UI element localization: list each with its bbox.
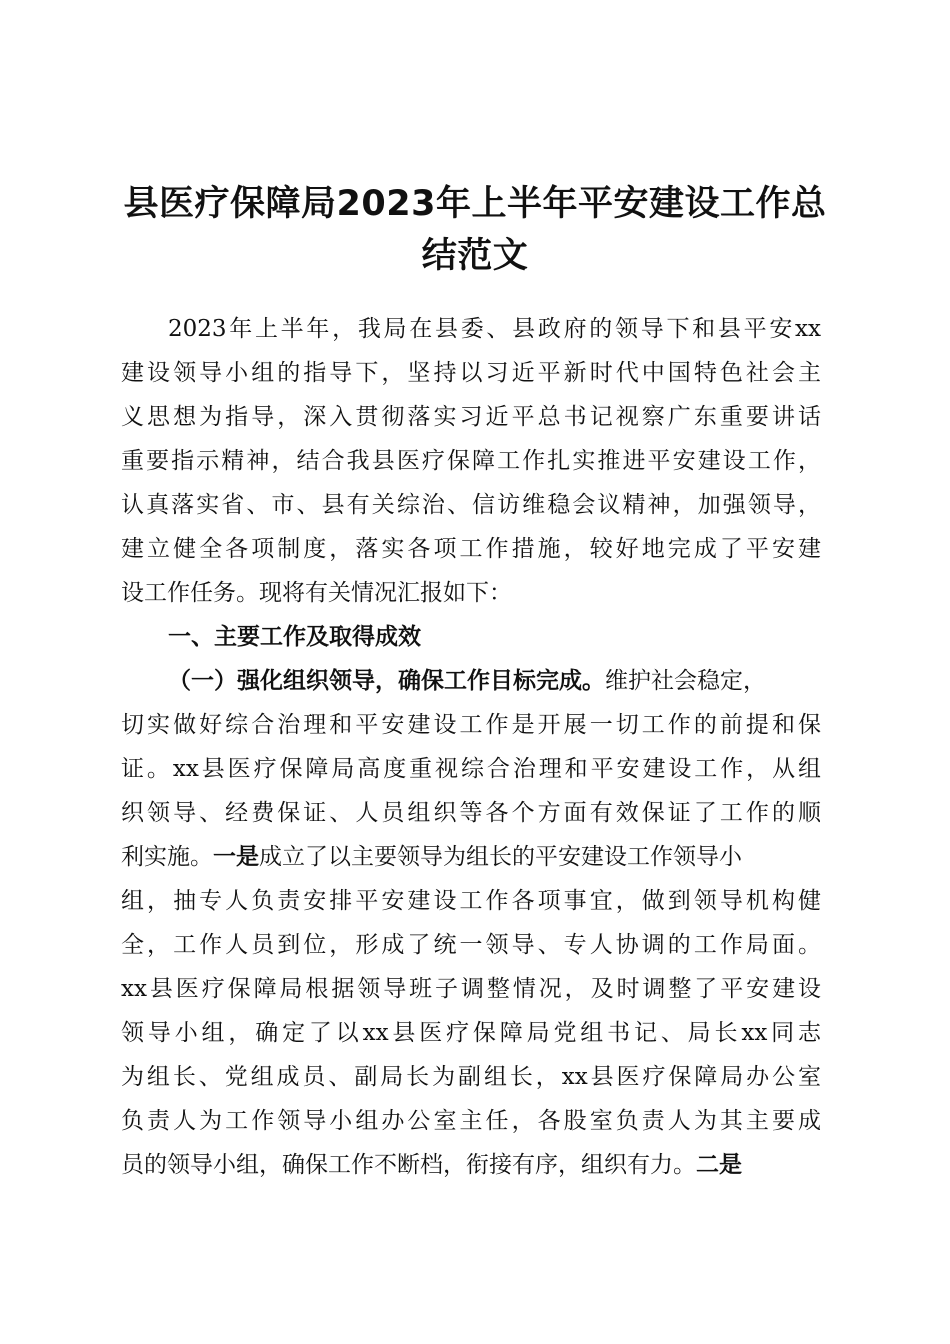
text-span: 员的领导小组，确保工作不断档，衔接有序，组织有力。 (121, 1152, 696, 1178)
paragraph-line: 设工作任务。现将有关情况汇报如下： (121, 580, 512, 606)
text-span: 利实施。 (121, 844, 213, 870)
title-line-1: 县医疗保障局2023年上半年平安建设工作总 (123, 184, 827, 224)
subsection-text: 维护社会稳定， (605, 668, 766, 694)
paragraph-line: xx县医疗保障局根据领导班子调整情况，及时调整了平安建设 (121, 976, 821, 1002)
point-label-2: 二是 (696, 1152, 742, 1178)
paragraph-line: 领导小组，确定了以xx县医疗保障局党组书记、局长xx同志 (121, 1020, 821, 1046)
paragraph-line (121, 835, 821, 879)
point-label-1: 一是 (213, 844, 259, 870)
paragraph-line: 证。xx县医疗保障局高度重视综合治理和平安建设工作，从组 (121, 756, 821, 782)
paragraph-line: 织领导、经费保证、人员组织等各个方面有效保证了工作的顺 (121, 800, 821, 826)
subsection-first-line (168, 659, 821, 703)
paragraph-line (121, 1143, 821, 1187)
paragraph-line: 重要指示精神，结合我县医疗保障工作扎实推进平安建设工作， (121, 448, 821, 474)
text-span: 成立了以主要领导为组长的平安建设工作领导小 (259, 844, 742, 870)
paragraph-line: 切实做好综合治理和平安建设工作是开展一切工作的前提和保 (121, 712, 821, 738)
paragraph-line: 为组长、党组成员、副局长为副组长，xx县医疗保障局办公室 (121, 1064, 821, 1090)
paragraph-line: 义思想为指导，深入贯彻落实习近平总书记视察广东重要讲话 (121, 404, 821, 430)
section-heading: 一、主要工作及取得成效 (168, 624, 421, 650)
subsection-heading: （一）强化组织领导，确保工作目标完成。 (168, 668, 605, 694)
paragraph-line: 2023年上半年，我局在县委、县政府的领导下和县平安xx (168, 316, 821, 342)
paragraph-line: 建立健全各项制度，落实各项工作措施，较好地完成了平安建 (121, 536, 821, 562)
paragraph-line: 建设领导小组的指导下，坚持以习近平新时代中国特色社会主 (121, 360, 821, 386)
title-line-2: 结范文 (421, 236, 529, 276)
paragraph-line: 组，抽专人负责安排平安建设工作各项事宜，做到领导机构健 (121, 888, 821, 914)
paragraph-line: 认真落实省、市、县有关综治、信访维稳会议精神，加强领导， (121, 492, 821, 518)
paragraph-line: 负责人为工作领导小组办公室主任，各股室负责人为其主要成 (121, 1108, 821, 1134)
document-title (100, 178, 850, 282)
paragraph-line: 全，工作人员到位，形成了统一领导、专人协调的工作局面。 (121, 932, 821, 958)
